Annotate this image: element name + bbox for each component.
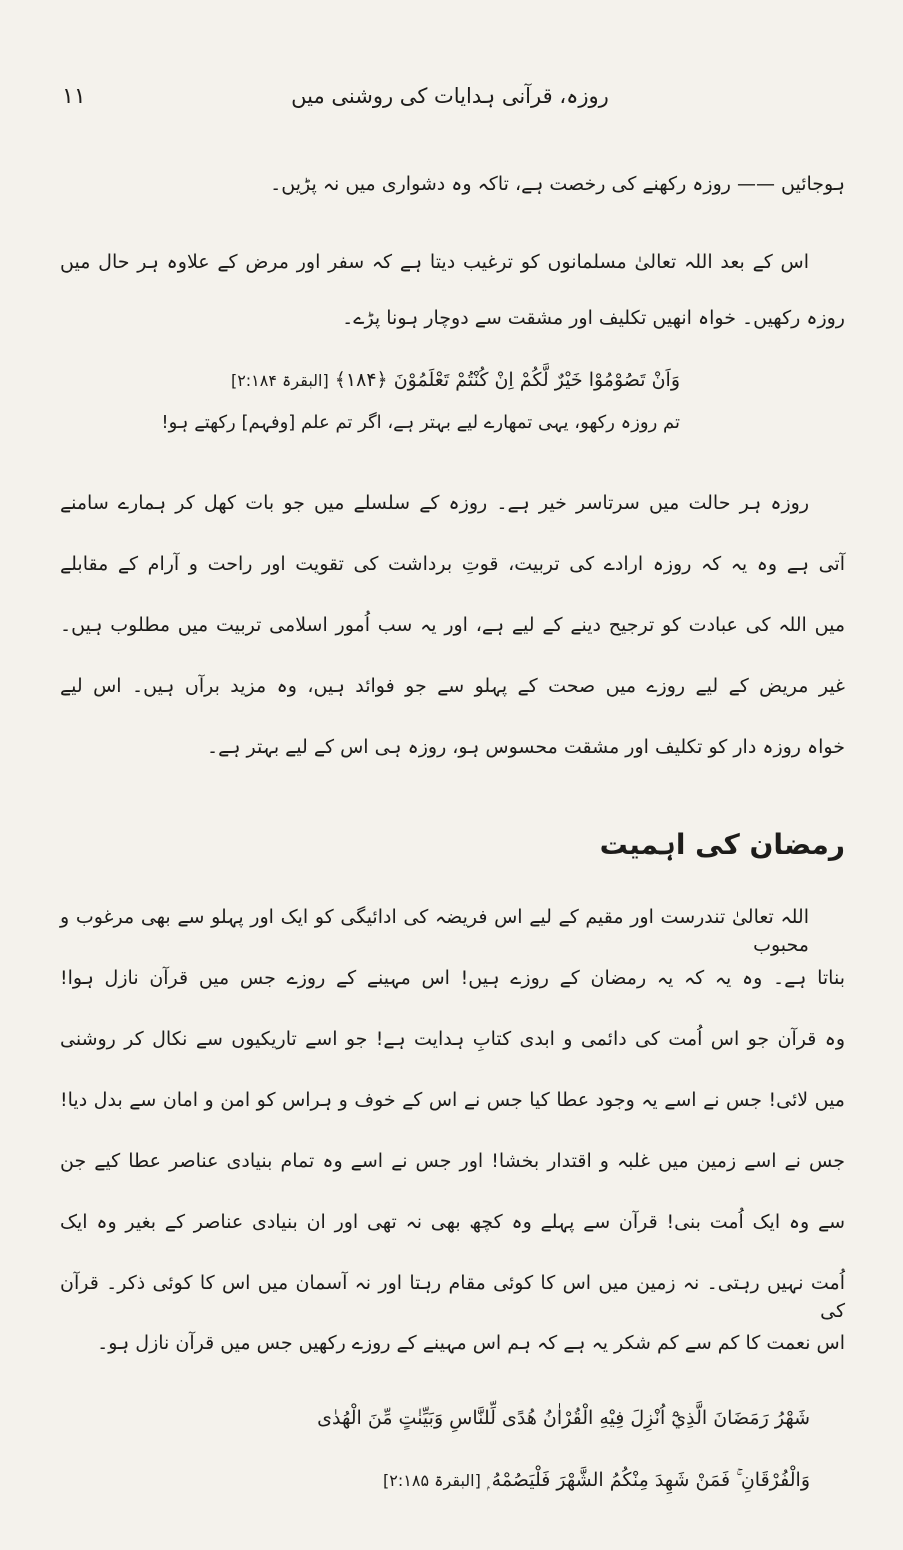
paragraph-line: بناتا ہے۔ وہ یہ کہ یہ رمضان کے روزے ہیں! اس مہینے کے روزے جس میں قرآن نازل ہوا! <box>60 967 845 989</box>
quran-verse <box>120 366 680 395</box>
quran-verse-line-2 <box>95 1466 810 1495</box>
verse-reference: [البقرۃ ۲:۱۸۵] <box>383 1471 481 1490</box>
paragraph-line: میں اللہ کی عبادت کو ترجیح دینے کے لیے ہے، اور یہ سب اُمور اسلامی تربیت میں مطلوب ہیں۔ <box>60 614 845 636</box>
paragraph-line: وہ قرآن جو اس اُمت کی دائمی و ابدی کتابِ ہدایت ہے! جو اسے تاریکیوں سے نکال کر روشنی <box>60 1028 845 1050</box>
verse-translation: تم روزہ رکھو، یہی تمھارے لیے بہتر ہے، اگر تم علم [وفہم] رکھتے ہو! <box>161 412 680 433</box>
verse-text: وَاَنْ تَصُوْمُوْا خَيْرٌ لَّكُمْ اِنْ كُنْتُمْ تَعْلَمُوْنَ ﴿۱۸۴﴾ <box>334 369 680 391</box>
running-title: روزہ، قرآنی ہدایات کی روشنی میں <box>291 84 609 108</box>
paragraph-line: اس کے بعد اللہ تعالیٰ مسلمانوں کو ترغیب دیتا ہے کہ سفر اور مرض کے علاوہ ہر حال میں <box>60 251 809 273</box>
page-number: ۱۱ <box>62 84 86 109</box>
paragraph-line: روزہ رکھیں۔ خواہ انھیں تکلیف اور مشقت سے دوچار ہونا پڑے۔ <box>342 307 845 329</box>
paragraph-line: آتی ہے وہ یہ کہ روزہ ارادے کی تربیت، قوتِ برداشت کی تقویت اور راحت و آرام کے مقابلے <box>60 553 845 575</box>
paragraph-line: ہوجائیں —— روزہ رکھنے کی رخصت ہے، تاکہ وہ دشواری میں نہ پڑیں۔ <box>270 173 845 195</box>
paragraph-line: سے وہ ایک اُمت بنی! قرآن سے پہلے وہ کچھ بھی نہ تھی اور ان بنیادی عناصر کے بغیر وہ ایک <box>60 1211 845 1233</box>
paragraph-line: اللہ تعالیٰ تندرست اور مقیم کے لیے اس فریضہ کی ادائیگی کو ایک اور پہلو سے بھی مرغوب و محبوب <box>60 906 809 956</box>
verse-reference: [البقرۃ ۲:۱۸۴] <box>230 371 329 390</box>
paragraph-line: اُمت نہیں رہتی۔ نہ زمین میں اس کا کوئی مقام رہتا اور نہ آسمان میں اس کا کوئی ذکر۔ قرآن کی <box>60 1272 845 1322</box>
paragraph-line: جس نے اسے زمین میں غلبہ و اقتدار بخشا! اور جس نے اسے وہ تمام بنیادی عناصر عطا کیے جن <box>60 1150 845 1172</box>
verse-text: وَالْفُرْقَانِ ۚ فَمَنْ شَهِدَ مِنْكُمُ الشَّهْرَ فَلْيَصُمْهُ ۭ <box>486 1469 810 1491</box>
paragraph-line: غیر مریض کے لیے روزے میں صحت کے پہلو سے جو فوائد ہیں، وہ مزید برآں ہیں۔ اس لیے <box>60 675 845 697</box>
section-heading: رمضان کی اہمیت <box>599 828 845 861</box>
quran-verse-line: شَهْرُ رَمَضَانَ الَّذِيْٓ اُنْزِلَ فِيْهِ الْقُرْاٰنُ هُدًى لِّلنَّاسِ وَبَيِّنٰتٍ مِّنَ الْهُدٰى <box>317 1407 810 1429</box>
paragraph-line: اس نعمت کا کم سے کم شکر یہ ہے کہ ہم اس مہینے کے روزے رکھیں جس میں قرآن نازل ہو۔ <box>97 1332 845 1354</box>
paragraph-line: روزہ ہر حالت میں سرتاسر خیر ہے۔ روزہ کے سلسلے میں جو بات کھل کر ہمارے سامنے <box>60 492 809 514</box>
paragraph-line: میں لائی! جس نے اسے یہ وجود عطا کیا جس نے اس کے خوف و ہراس کو امن و امان سے بدل دیا! <box>60 1089 845 1111</box>
paragraph-line: خواہ روزہ دار کو تکلیف اور مشقت محسوس ہو، روزہ ہی اس کے لیے بہتر ہے۔ <box>207 736 845 758</box>
